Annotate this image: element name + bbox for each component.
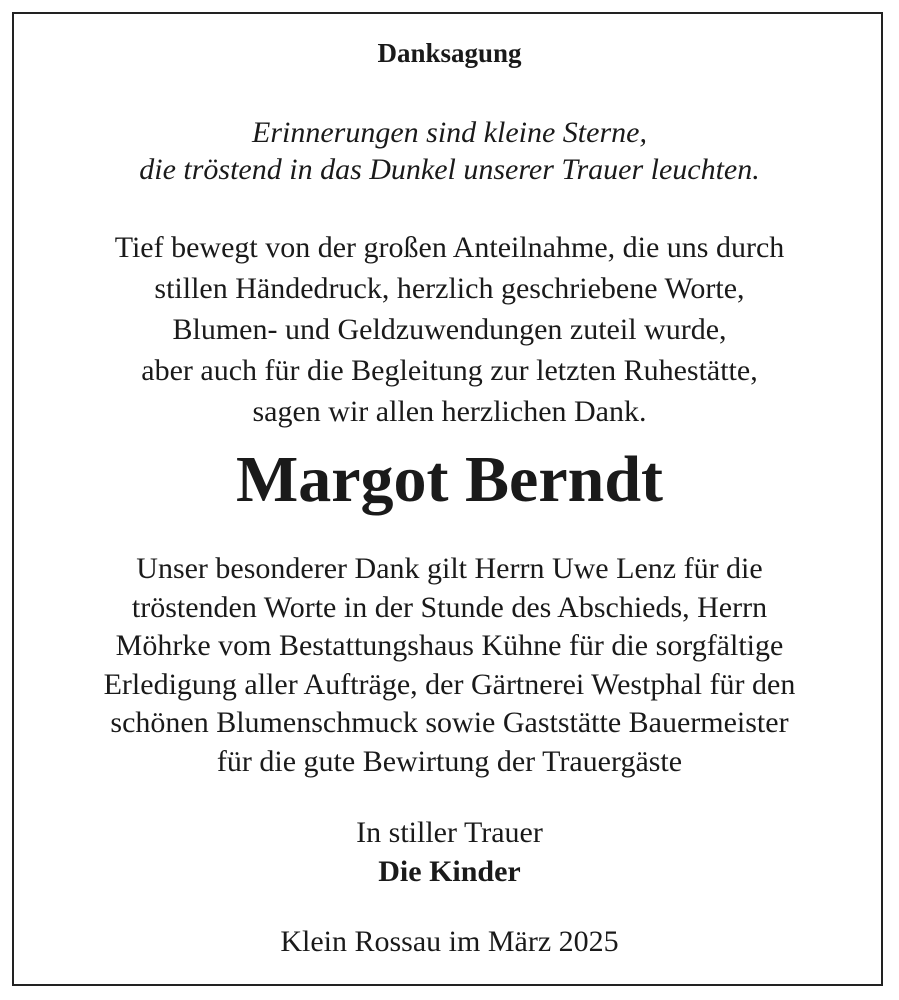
special-thanks-line: Erledigung aller Aufträge, der Gärtnerei Westphal für den bbox=[103, 667, 796, 701]
place-and-date: Klein Rossau im März 2025 bbox=[280, 925, 619, 958]
special-thanks-line: schönen Blumenschmuck sowie Gaststätte Bauermeister bbox=[110, 706, 789, 739]
thanks-line: Blumen- und Geldzuwendungen zuteil wurde, bbox=[172, 313, 727, 346]
quote-line: die tröstend in das Dunkel unserer Trauer leuchten. bbox=[139, 153, 760, 186]
thanks-line: stillen Händedruck, herzlich geschriebene Worte, bbox=[154, 272, 745, 305]
special-thanks-paragraph bbox=[0, 550, 899, 781]
thanks-line: aber auch für die Begleitung zur letzten Ruhestätte, bbox=[141, 354, 758, 387]
special-thanks-line: tröstenden Worte in der Stunde des Abschieds, Herrn bbox=[131, 590, 768, 624]
deceased-name: Margot Berndt bbox=[235, 443, 664, 516]
memorial-quote bbox=[0, 114, 899, 188]
signature: Die Kinder bbox=[378, 855, 521, 888]
quote-line: Erinnerungen sind kleine Sterne, bbox=[252, 116, 647, 149]
notice-heading: Danksagung bbox=[377, 38, 522, 68]
thanks-line: Tief bewegt von der großen Anteilnahme, die uns durch bbox=[114, 231, 785, 264]
mourning-line: In stiller Trauer bbox=[356, 816, 543, 849]
thanks-line: sagen wir allen herzlichen Dank. bbox=[252, 395, 647, 428]
special-thanks-line: Unser besonderer Dank gilt Herrn Uwe Lenz für die bbox=[136, 552, 763, 585]
special-thanks-line: für die gute Bewirtung der Trauergäste bbox=[216, 744, 683, 778]
thanks-paragraph bbox=[0, 227, 899, 432]
special-thanks-line: Möhrke vom Bestattungshaus Kühne für die sorgfältige bbox=[115, 629, 784, 662]
